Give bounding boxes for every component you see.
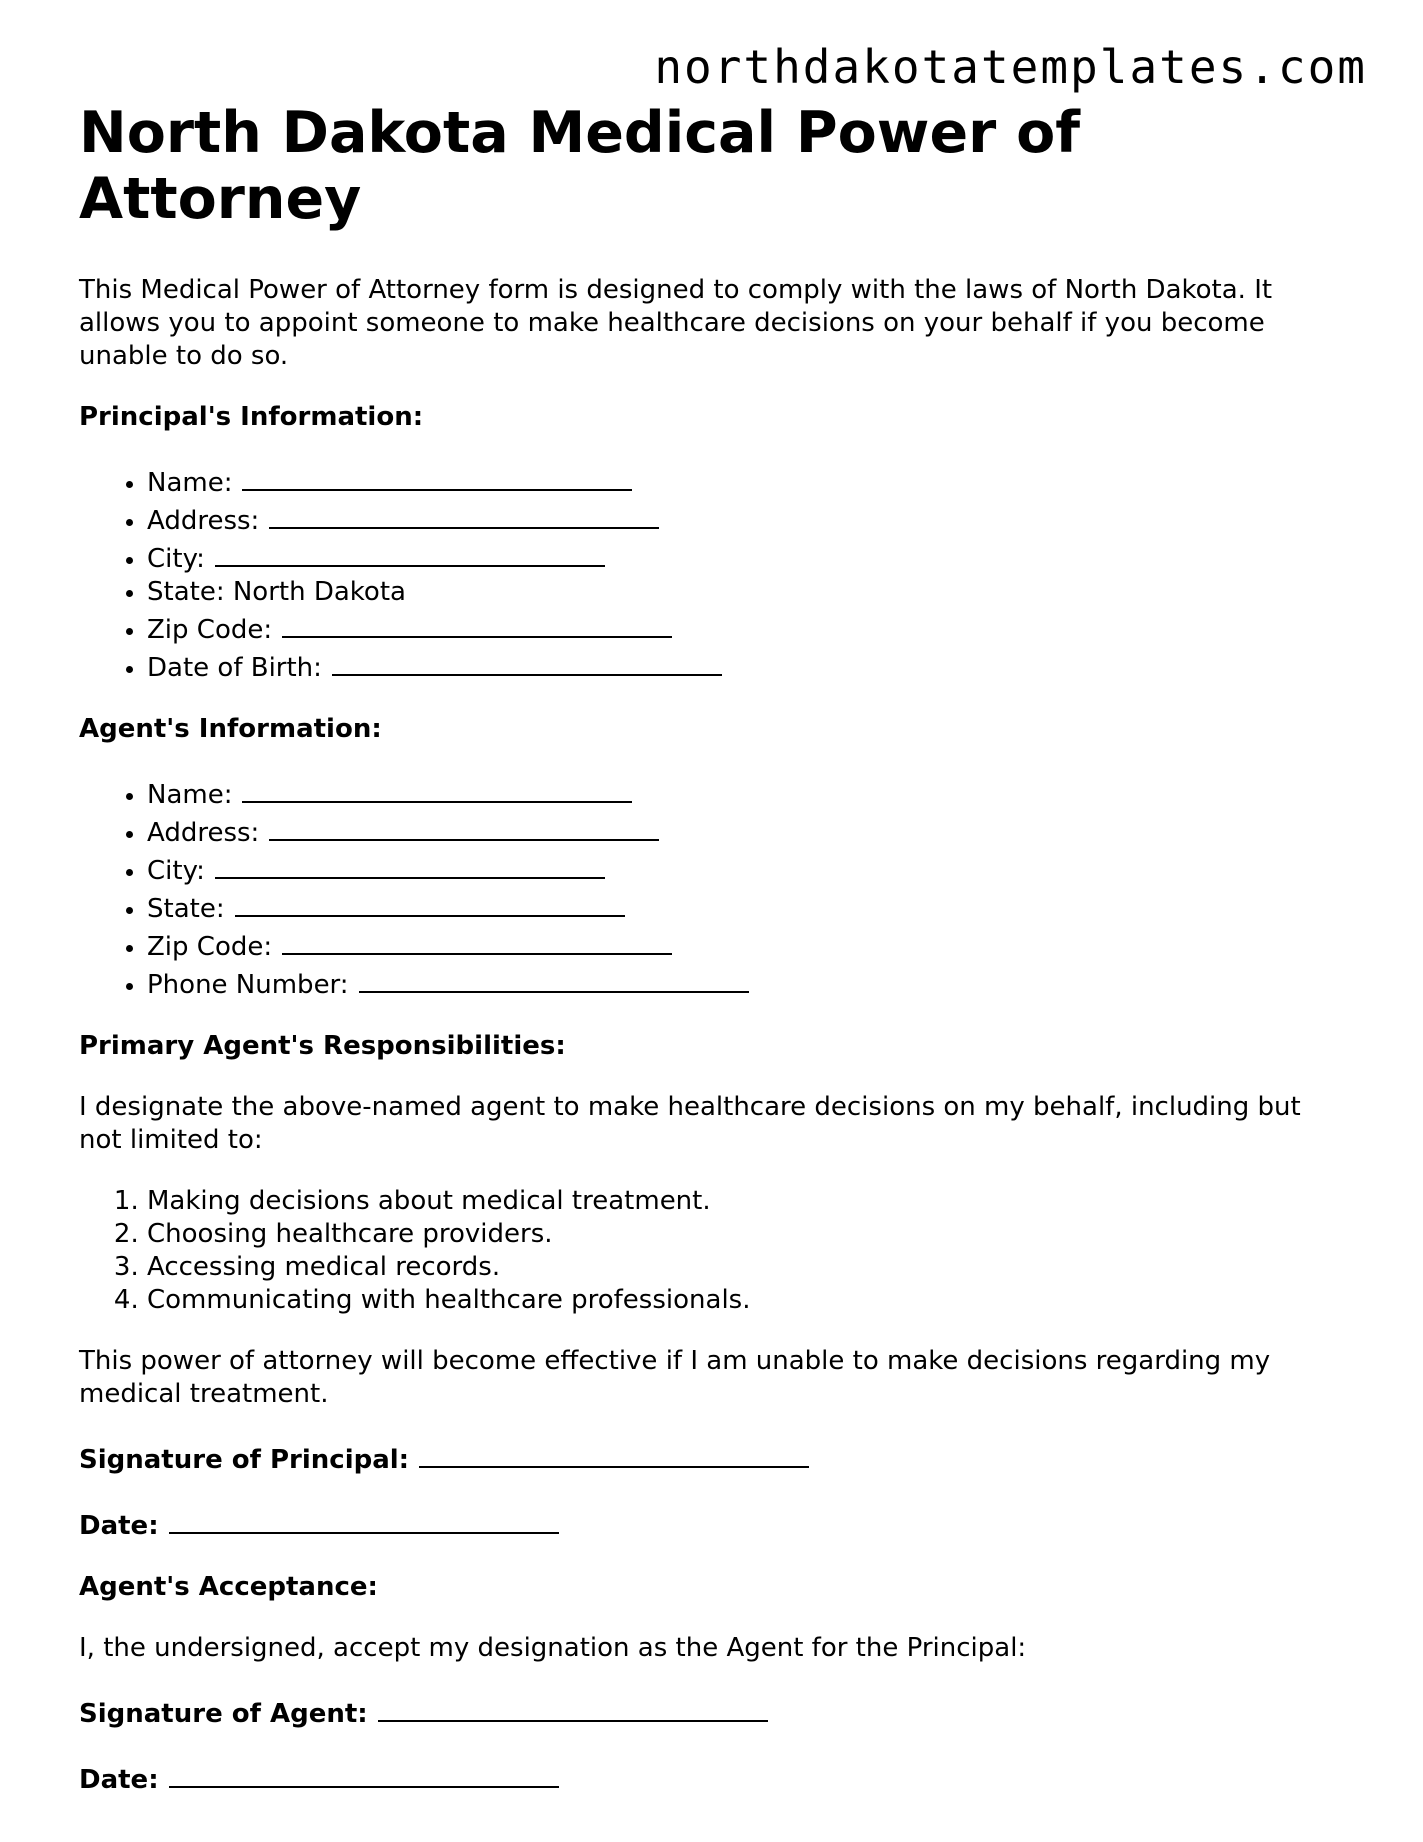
responsibility-item: 4. Communicating with healthcare professionals. [147,1284,1349,1317]
responsibilities-heading: Primary Agent's Responsibilities: [79,1031,566,1061]
field-label: Name: [147,468,233,498]
agent-date-line [79,1759,1349,1797]
agent-city-blank[interactable] [215,850,605,879]
principal-zip-field [147,609,1349,647]
principal-signature-line [79,1439,1349,1477]
agent-name-field [147,774,1349,812]
principal-date-blank[interactable] [169,1505,559,1534]
agent-info-heading: Agent's Information: [79,714,382,744]
agent-phone-blank[interactable] [359,964,749,993]
document-title: North Dakota Medical Power of Attorney [79,100,1081,232]
field-label: Name: [147,780,233,810]
responsibility-item: 3. Accessing medical records. [147,1251,1349,1284]
responsibilities-intro: I designate the above-named agent to make healthcare decisions on my behalf, including but not limited to: [79,1092,1301,1155]
agent-acceptance-text: I, the undersigned, accept my designation as the Agent for the Principal: [79,1633,1027,1663]
field-label: Zip Code: [147,932,273,962]
principal-name-field [147,462,1349,500]
document-page [79,100,1349,1797]
agent-zip-field [147,926,1349,964]
field-label: City: [147,544,205,574]
agent-address-blank[interactable] [269,812,659,841]
agent-acceptance-heading: Agent's Acceptance: [79,1572,378,1602]
agent-signature-blank[interactable] [378,1693,768,1722]
agent-city-field [147,850,1349,888]
field-label: Zip Code: [147,615,273,645]
agent-date-blank[interactable] [169,1759,559,1788]
principal-signature-label: Signature of Principal: [79,1445,410,1475]
intro-paragraph: This Medical Power of Attorney form is designed to comply with the laws of North Dakota. It allows you to appoint someone to make healthcare decisions on your behalf if you become unable to do so. [79,275,1273,371]
principal-name-blank[interactable] [242,462,632,491]
responsibilities-list [79,1185,1349,1317]
site-watermark: northdakotatemplates.com [654,40,1367,94]
agent-name-blank[interactable] [242,774,632,803]
effective-clause: This power of attorney will become effective if I am unable to make decisions regarding my medical treatment. [79,1346,1271,1409]
agent-signature-line [79,1693,1349,1731]
agent-date-label: Date: [79,1765,159,1795]
principal-fields-list [79,462,1349,685]
principal-city-blank[interactable] [215,538,605,567]
field-label: Address: [147,506,260,536]
principal-address-blank[interactable] [269,500,659,529]
field-label: Date of Birth: [147,653,322,683]
agent-signature-label: Signature of Agent: [79,1699,368,1729]
field-label: State: North Dakota [147,577,406,607]
responsibility-item: 2. Choosing healthcare providers. [147,1218,1349,1251]
field-label: Phone Number: [147,970,349,1000]
responsibility-item: 1. Making decisions about medical treatment. [147,1185,1349,1218]
field-label: City: [147,856,205,886]
agent-state-blank[interactable] [235,888,625,917]
agent-phone-field [147,964,1349,1002]
agent-fields-list [79,774,1349,1002]
agent-zip-blank[interactable] [282,926,672,955]
field-label: Address: [147,818,260,848]
principal-zip-blank[interactable] [282,609,672,638]
principal-info-heading: Principal's Information: [79,402,424,432]
principal-dob-field [147,647,1349,685]
principal-state-field [147,576,1349,609]
agent-address-field [147,812,1349,850]
field-label: State: [147,894,225,924]
principal-address-field [147,500,1349,538]
agent-state-field [147,888,1349,926]
principal-dob-blank[interactable] [332,647,722,676]
principal-date-line [79,1505,1349,1543]
principal-date-label: Date: [79,1511,159,1541]
principal-signature-blank[interactable] [419,1439,809,1468]
principal-city-field [147,538,1349,576]
